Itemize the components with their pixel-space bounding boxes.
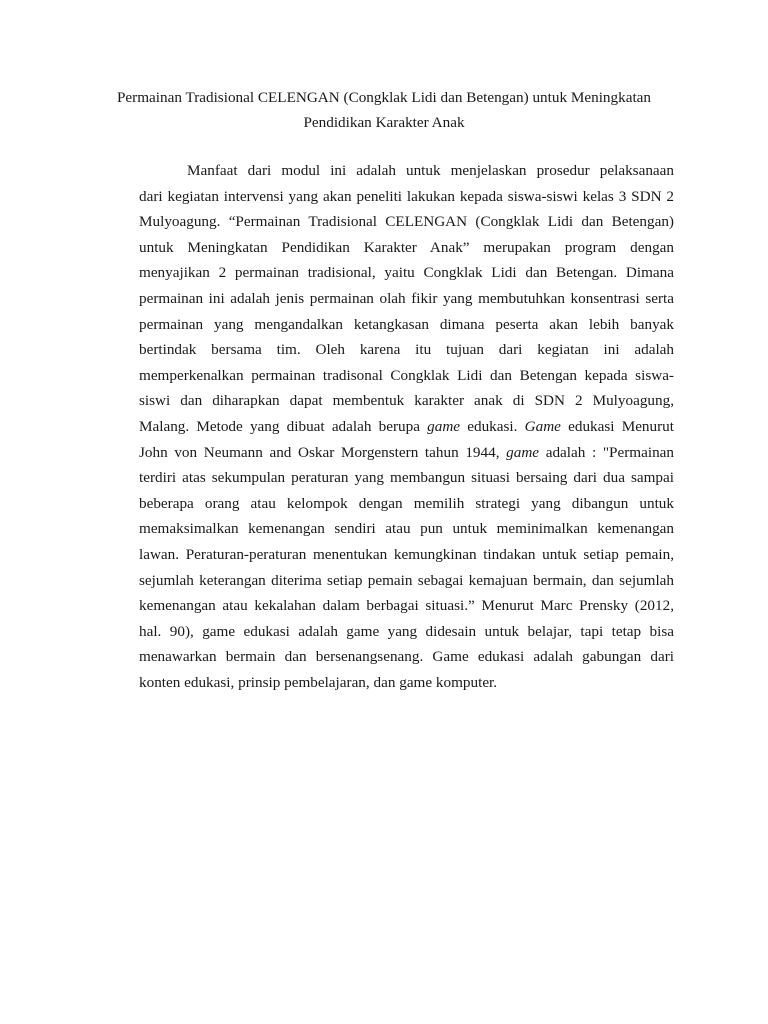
paragraph-line: [139, 465, 674, 491]
italic-term: Game: [524, 417, 561, 435]
text-run: beberapa orang atau kelompok dengan memilih strategi yang dibangun untuk: [139, 494, 674, 512]
paragraph-line: [139, 414, 674, 440]
paragraph-line: [139, 184, 674, 210]
paragraph-line: [139, 644, 674, 670]
paragraph-line: [139, 491, 674, 517]
text-run: kemenangan atau kekalahan dalam berbagai situasi.” Menurut Marc Prensky (2012,: [139, 597, 674, 615]
paragraph-line: [139, 568, 674, 594]
italic-term: game: [427, 417, 461, 435]
paragraph-line: [139, 260, 674, 286]
text-run: Manfaat dari modul ini adalah untuk menjelaskan prosedur pelaksanaan: [187, 162, 674, 179]
text-run: sejumlah keterangan diterima setiap pemain sebagai kemajuan bermain, dan sejumlah: [139, 571, 674, 589]
italic-term: game: [506, 443, 540, 461]
text-run: John von Neumann and Oskar Morgenstern tahun 1944,: [139, 443, 507, 461]
paragraph-line: [139, 158, 674, 184]
title-line: Permainan Tradisional CELENGAN (Congklak Lidi dan Betengan) untuk Meningkatan: [116, 89, 651, 106]
text-run: terdiri atas sekumpulan peraturan yang membangun situasi bersaing dari dua sampai: [139, 469, 674, 487]
paragraph-line: [139, 363, 674, 389]
text-run: bertindak bersama tim. Oleh karena itu tujuan dari kegiatan ini adalah: [139, 341, 674, 359]
text-run: edukasi Menurut: [560, 417, 674, 435]
title-line: Pendidikan Karakter Anak: [303, 113, 465, 131]
paragraph-line: [139, 337, 674, 363]
text-run: lawan. Peraturan-peraturan menentukan kemungkinan tindakan untuk setiap pemain,: [139, 545, 674, 563]
text-run: menawarkan bermain dan bersenangsenang. Game edukasi adalah gabungan dari: [139, 648, 674, 666]
text-run: permainan ini adalah jenis permainan olah fikir yang membutuhkan konsentrasi serta: [139, 289, 674, 307]
paragraph-line: [139, 440, 674, 466]
text-run: Malang. Metode yang dibuat adalah berupa: [139, 417, 428, 435]
document-title: [96, 86, 672, 135]
text-run: menyajikan 2 permainan tradisional, yaitu Congklak Lidi dan Betengan. Dimana: [139, 264, 674, 282]
paragraph-line: [139, 670, 674, 696]
paragraph-line: [139, 286, 674, 312]
body-paragraph: [139, 158, 674, 695]
text-run: siswi dan diharapkan dapat membentuk karakter anak di SDN 2 Mulyoagung,: [139, 392, 674, 410]
text-run: memperkenalkan permainan tradisonal Congklak Lidi dan Betengan kepada siswa-: [139, 366, 674, 384]
text-run: adalah : "Permainan: [539, 443, 675, 461]
paragraph-line: [139, 388, 674, 414]
paragraph-line: [139, 619, 674, 645]
text-run: untuk Meningkatan Pendidikan Karakter Anak” merupakan program dengan: [139, 238, 674, 256]
paragraph-line: [139, 542, 674, 568]
paragraph-line: [139, 235, 674, 261]
text-run: Mulyoagung. “Permainan Tradisional CELENGAN (Congklak Lidi dan Betengan): [139, 213, 674, 231]
text-run: permainan yang mengandalkan ketangkasan dimana peserta akan lebih banyak: [139, 315, 674, 333]
text-run: edukasi.: [460, 417, 525, 435]
text-run: hal. 90), game edukasi adalah game yang didesain untuk belajar, tapi tetap bisa: [139, 622, 674, 640]
text-run: konten edukasi, prinsip pembelajaran, dan game komputer.: [139, 673, 498, 691]
text-run: dari kegiatan intervensi yang akan peneliti lakukan kepada siswa-siswi kelas 3 SDN 2: [139, 187, 674, 205]
paragraph-line: [139, 593, 674, 619]
paragraph-line: [139, 312, 674, 338]
text-run: memaksimalkan kemenangan sendiri atau pun untuk meminimalkan kemenangan: [139, 520, 674, 538]
paragraph-line: [139, 516, 674, 542]
paragraph-line: [139, 209, 674, 235]
